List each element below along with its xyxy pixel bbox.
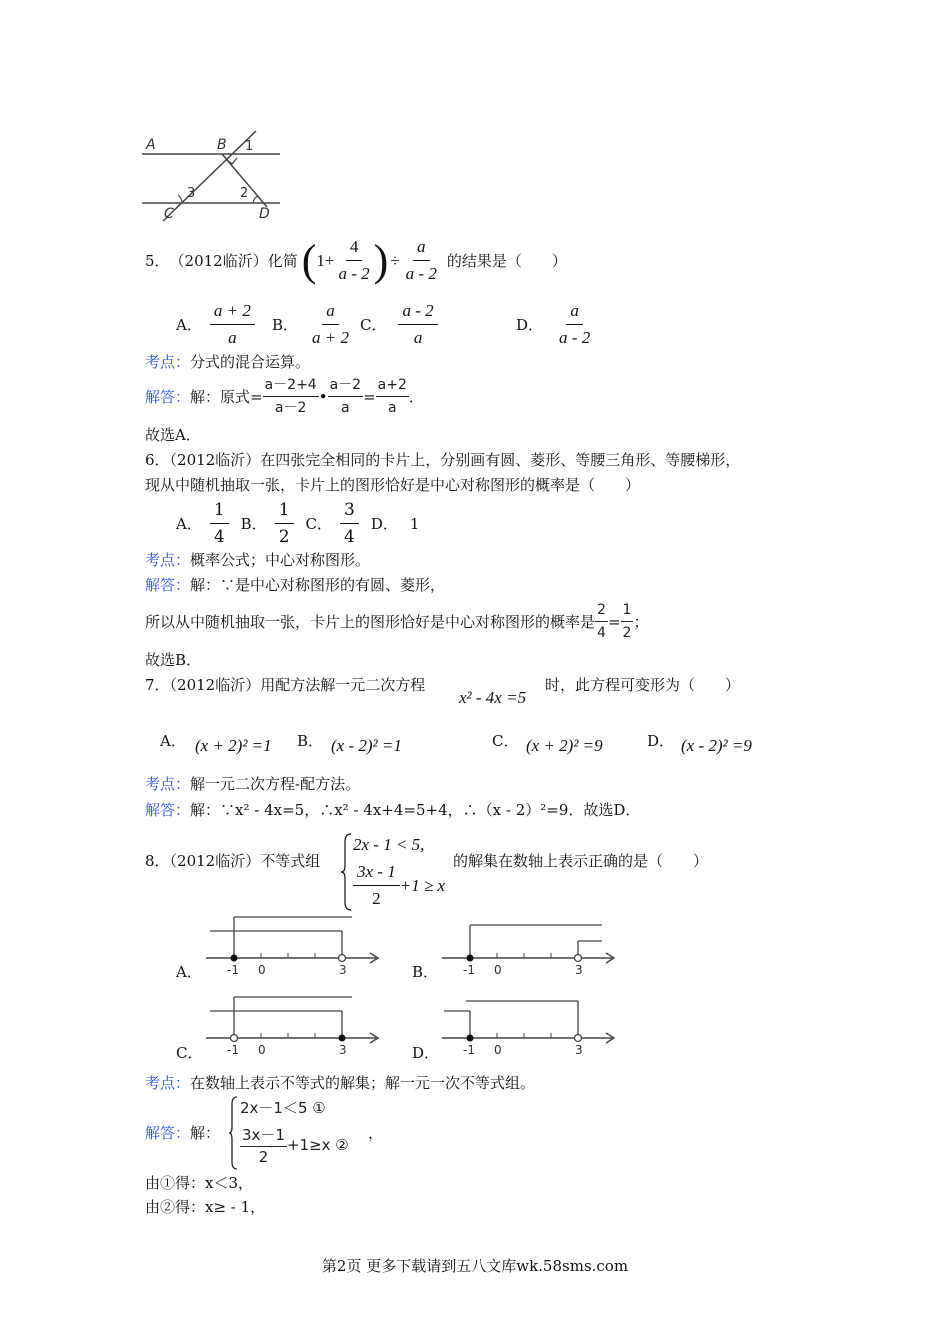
number-line-c [200,995,385,1055]
q8-option-a-label: A． [176,963,202,981]
q8-option-c-label: C． [176,1044,203,1062]
q8-brace [340,832,352,912]
q5-expression: ( 1+ $\frac{4}{a - 2}$ ) ÷ $\frac{a}{a - 2}$ [302,237,441,284]
q7-option-b-label: B． [297,732,324,750]
tick-3: 3 [339,1043,347,1055]
q5-jieda: 解答： 解：原式= $\frac{a-2+4}{a-2}$ • $\frac{a-2}{a}$ = $\frac{a+2}{a}$ ． [145,377,424,416]
q5-tail: 的结果是（ ） [446,251,567,270]
q5-fraction-2: $\frac{a}{a - 2}$ [405,237,437,283]
page-footer: 第2页 更多下载请到五八文库wk.58sms.com [321,1257,629,1275]
q8-tail: 的解集在数轴上表示正确的是（ ） [453,852,709,870]
q8-option-d-label: D． [412,1044,440,1062]
q7-tail: 时，此方程可变形为（ ） [545,676,741,694]
q5-option-c: C． $\frac{a - 2}{a}$ [360,301,438,348]
q5-stem [145,237,567,284]
tick-0: 0 [494,963,502,975]
q7-option-a: (x + 2)² =1 [195,736,272,755]
q7-option-b: (x - 2)² =1 [331,736,402,755]
q7-option-d: (x - 2)² =9 [681,736,752,755]
q7-head: 7．（2012临沂）用配方法解一元二次方程 [145,676,426,694]
tick-0: 0 [258,1043,266,1055]
q6-line-2: 现从中随机抽取一张，卡片上的图形恰好是中心对称图形的概率是（ ） [145,476,641,494]
q5-number: 5． [145,251,170,270]
q7-option-a-label: A． [160,732,186,750]
q6-kaodian: 考点：概率公式；中心对称图形。 [145,551,371,569]
q7-kaodian: 考点：解一元二次方程-配方法。 [145,775,361,793]
parallel-lines-figure [138,125,288,225]
label-2: 2 [240,186,249,201]
q8-option-b-label: B． [412,963,439,981]
tick-minus-1: -1 [463,1043,475,1055]
q8-system-line-1: 2x－1＜5 ① [240,1099,326,1117]
q5-source: （2012临沂） [169,251,268,270]
q5-step-fraction-1: $\frac{a-2+4}{a-2}$ [264,377,317,416]
q5-step-fraction-2: $\frac{a-2}{a}$ [329,377,362,416]
q8-head: 8．（2012临沂）不等式组 [145,852,321,870]
q6-options: A． $\frac{1}{4}$ B． $\frac{1}{2}$ C． $\frac{3}{4}$ D． 1 [176,500,420,547]
tick-0: 0 [494,1043,502,1055]
q8-step-1: 由①得：x＜3， [145,1174,254,1192]
q6-answer: 故选B． [145,651,202,669]
number-line-b [436,915,621,975]
label-B: B [217,137,227,153]
tick-3: 3 [575,1043,583,1055]
tick-minus-1: -1 [227,1043,239,1055]
q5-step-fraction-3: $\frac{a+2}{a}$ [377,377,407,416]
q6-jieda: 解答：解：∵是中心对称图形的有圆、菱形， [145,576,446,594]
q8-inequality-2: $\frac{3x - 1}{2}$ +1 ≥ x [353,862,445,909]
q8-solution-brace [228,1095,238,1171]
label-1: 1 [245,139,254,154]
q5-kaodian: 考点：分式的混合运算。 [145,353,311,371]
q8-system-end: ， [368,1124,384,1142]
q8-jieda: 解答：解： [145,1124,221,1142]
q5-option-b: B． $\frac{a}{a + 2}$ [272,301,350,347]
q6-line-1: 6．（2012临沂）在四张完全相同的卡片上，分别画有圆、菱形、等腰三角形、等腰梯形， [145,451,741,469]
tick-3: 3 [339,963,347,975]
tick-0: 0 [258,963,266,975]
q5-option-a: A． $\frac{a + 2}{a}$ [176,301,255,348]
tick-minus-1: -1 [463,963,475,975]
label-C: C [164,206,174,222]
tick-3: 3 [575,963,583,975]
q8-kaodian: 考点：在数轴上表示不等式的解集；解一元一次不等式组。 [145,1074,536,1092]
label-3: 3 [187,186,196,201]
label-D: D [259,206,270,222]
q5-verb: 化简 [267,251,298,270]
q5-answer: 故选A． [145,426,201,444]
q8-step-2: 由②得：x≥ - 1， [145,1198,266,1216]
q8-system-line-2: $\frac{3x-1}{2}$ +1≥x ② [242,1126,349,1166]
q7-equation: x² - 4x =5 [459,688,527,707]
number-line-a [200,915,385,975]
label-A: A [146,137,156,153]
q7-jieda: 解答：解：∵x² - 4x=5，∴x² - 4x+4=5+4，∴（x - 2）²=9．故选D． [145,801,641,819]
q7-option-d-label: D． [647,732,675,750]
q7-option-c-label: C． [492,732,519,750]
q5-fraction-1: $\frac{4}{a - 2}$ [338,237,370,283]
number-line-d [436,995,621,1055]
tick-minus-1: -1 [227,963,239,975]
q8-inequality-1: 2x - 1 < 5, [353,835,425,854]
q7-option-c: (x + 2)² =9 [526,736,603,755]
q6-line-3: 所以从中随机抽取一张，卡片上的图形恰好是中心对称图形的概率是 $\frac{2}{4}$ = $\frac{1}{2}$ ； [145,602,649,641]
q5-option-d: D． $\frac{a}{a - 2}$ [516,301,591,347]
